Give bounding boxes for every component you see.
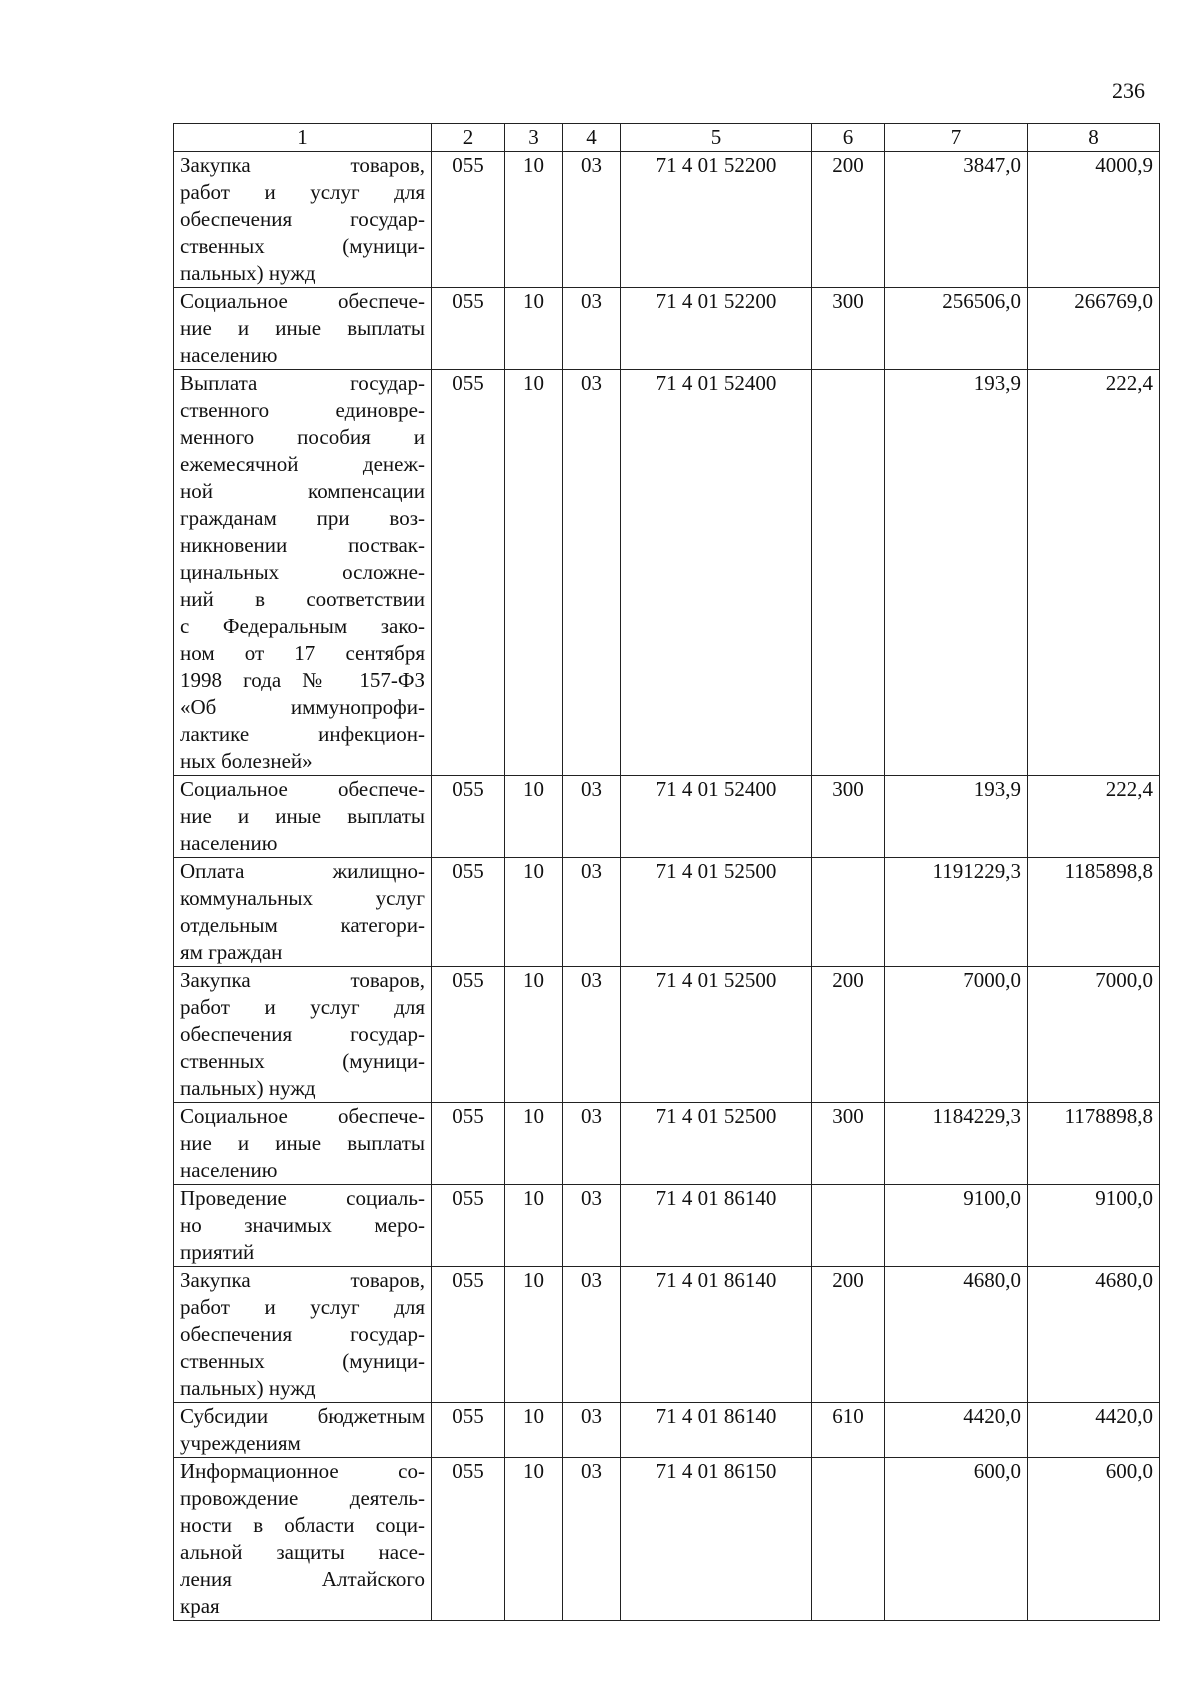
cell-c7: 256506,0 [885, 288, 1028, 370]
row-name-line: обеспечения государ- [180, 207, 425, 231]
row-name-line: учреждениям [180, 1431, 301, 1455]
page-number: 236 [1112, 78, 1145, 103]
cell-c5: 71 4 01 52500 [621, 1103, 812, 1185]
cell-c8: 222,4 [1028, 370, 1160, 776]
cell-c8: 222,4 [1028, 776, 1160, 858]
cell-c2: 055 [432, 370, 505, 776]
cell-c6 [812, 1185, 885, 1267]
cell-c4: 03 [563, 1267, 621, 1403]
cell-c8: 1178898,8 [1028, 1103, 1160, 1185]
header-row [174, 124, 1160, 152]
table-row [174, 370, 1160, 776]
cell-c8: 9100,0 [1028, 1185, 1160, 1267]
cell-c4: 03 [563, 152, 621, 288]
cell-c7: 193,9 [885, 370, 1028, 776]
cell-c3: 10 [505, 152, 563, 288]
cell-c6: 610 [812, 1403, 885, 1458]
column-header-1: 1 [174, 124, 432, 152]
cell-c2: 055 [432, 288, 505, 370]
row-name-line: Оплата жилищно- [180, 859, 425, 883]
cell-c2: 055 [432, 152, 505, 288]
row-name-line: обеспечения государ- [180, 1322, 425, 1346]
row-name-line: пальных) нужд [180, 1376, 316, 1400]
row-name-line: Проведение социаль- [180, 1186, 425, 1210]
row-name-cell [174, 776, 432, 858]
cell-c5: 71 4 01 86150 [621, 1458, 812, 1621]
table-row [174, 1267, 1160, 1403]
row-name-line: никновении поствак- [180, 533, 425, 557]
row-name-cell [174, 1103, 432, 1185]
cell-c3: 10 [505, 1185, 563, 1267]
cell-c4: 03 [563, 1185, 621, 1267]
cell-c6: 300 [812, 776, 885, 858]
row-name-line: Социальное обеспече- [180, 1104, 425, 1128]
row-name-line: Закупка товаров, [180, 153, 425, 177]
row-name-line: гражданам при воз- [180, 506, 425, 530]
row-name-line: альной защиты насе- [180, 1540, 425, 1564]
row-name-line: менного пособия и [180, 425, 425, 449]
row-name-line: ственных (муници- [180, 234, 425, 258]
row-name-line: населению [180, 343, 278, 367]
cell-c6 [812, 1458, 885, 1621]
column-header-4: 4 [563, 124, 621, 152]
column-header-7: 7 [885, 124, 1028, 152]
cell-c3: 10 [505, 858, 563, 967]
cell-c6 [812, 370, 885, 776]
cell-c8: 266769,0 [1028, 288, 1160, 370]
cell-c8: 7000,0 [1028, 967, 1160, 1103]
table-row [174, 776, 1160, 858]
row-name-line: лактике инфекцион- [180, 722, 425, 746]
row-name-cell [174, 1458, 432, 1621]
row-name-line: ной компенсации [180, 479, 425, 503]
row-name-line: с Федеральным зако- [180, 614, 425, 638]
cell-c6: 200 [812, 152, 885, 288]
cell-c2: 055 [432, 967, 505, 1103]
row-name-line: приятий [180, 1240, 255, 1264]
cell-c7: 600,0 [885, 1458, 1028, 1621]
cell-c5: 71 4 01 52400 [621, 776, 812, 858]
cell-c3: 10 [505, 370, 563, 776]
row-name-line: населению [180, 1158, 278, 1182]
cell-c2: 055 [432, 1185, 505, 1267]
table-row [174, 1403, 1160, 1458]
row-name-line: работ и услуг для [180, 1295, 425, 1319]
cell-c5: 71 4 01 86140 [621, 1185, 812, 1267]
cell-c6: 200 [812, 967, 885, 1103]
row-name-line: ственных (муници- [180, 1049, 425, 1073]
row-name-line: пальных) нужд [180, 1076, 316, 1100]
cell-c5: 71 4 01 86140 [621, 1267, 812, 1403]
cell-c4: 03 [563, 776, 621, 858]
row-name-cell [174, 1403, 432, 1458]
row-name-line: Социальное обеспече- [180, 289, 425, 313]
cell-c3: 10 [505, 288, 563, 370]
row-name-cell [174, 858, 432, 967]
row-name-line: ности в области соци- [180, 1513, 425, 1537]
row-name-line: Выплата государ- [180, 371, 425, 395]
cell-c4: 03 [563, 370, 621, 776]
row-name-line: но значимых меро- [180, 1213, 425, 1237]
row-name-line: ных болезней» [180, 749, 313, 773]
cell-c5: 71 4 01 52400 [621, 370, 812, 776]
cell-c6: 200 [812, 1267, 885, 1403]
cell-c2: 055 [432, 1103, 505, 1185]
cell-c4: 03 [563, 288, 621, 370]
row-name-cell [174, 288, 432, 370]
cell-c5: 71 4 01 86140 [621, 1403, 812, 1458]
column-header-8: 8 [1028, 124, 1160, 152]
cell-c5: 71 4 01 52200 [621, 288, 812, 370]
row-name-line: ние и иные выплаты [180, 1131, 425, 1155]
cell-c2: 055 [432, 1267, 505, 1403]
row-name-line: Социальное обеспече- [180, 777, 425, 801]
cell-c2: 055 [432, 776, 505, 858]
table-row [174, 1185, 1160, 1267]
row-name-line: Информационное со- [180, 1459, 425, 1483]
cell-c7: 4680,0 [885, 1267, 1028, 1403]
row-name-line: отдельным категори- [180, 913, 425, 937]
cell-c3: 10 [505, 776, 563, 858]
row-name-line: ственных (муници- [180, 1349, 425, 1373]
row-name-line: цинальных осложне- [180, 560, 425, 584]
row-name-line: работ и услуг для [180, 180, 425, 204]
column-header-6: 6 [812, 124, 885, 152]
table-row [174, 288, 1160, 370]
cell-c3: 10 [505, 1403, 563, 1458]
cell-c7: 3847,0 [885, 152, 1028, 288]
row-name-line: 1998 года № 157-ФЗ [180, 668, 425, 692]
row-name-line: Закупка товаров, [180, 968, 425, 992]
budget-table [173, 123, 1160, 1621]
cell-c6 [812, 858, 885, 967]
row-name-line: пальных) нужд [180, 261, 316, 285]
column-header-2: 2 [432, 124, 505, 152]
cell-c2: 055 [432, 858, 505, 967]
row-name-line: Закупка товаров, [180, 1268, 425, 1292]
cell-c4: 03 [563, 1403, 621, 1458]
row-name-line: ственного единовре- [180, 398, 425, 422]
cell-c7: 4420,0 [885, 1403, 1028, 1458]
cell-c8: 600,0 [1028, 1458, 1160, 1621]
cell-c4: 03 [563, 1103, 621, 1185]
table-body [174, 152, 1160, 1621]
cell-c3: 10 [505, 1458, 563, 1621]
cell-c4: 03 [563, 967, 621, 1103]
cell-c3: 10 [505, 967, 563, 1103]
cell-c7: 9100,0 [885, 1185, 1028, 1267]
row-name-line: коммунальных услуг [180, 886, 425, 910]
row-name-line: населению [180, 831, 278, 855]
cell-c8: 1185898,8 [1028, 858, 1160, 967]
cell-c8: 4420,0 [1028, 1403, 1160, 1458]
cell-c7: 7000,0 [885, 967, 1028, 1103]
cell-c8: 4680,0 [1028, 1267, 1160, 1403]
row-name-line: края [180, 1594, 220, 1618]
cell-c3: 10 [505, 1267, 563, 1403]
cell-c5: 71 4 01 52200 [621, 152, 812, 288]
cell-c4: 03 [563, 1458, 621, 1621]
row-name-line: провождение деятель- [180, 1486, 425, 1510]
cell-c6: 300 [812, 1103, 885, 1185]
cell-c2: 055 [432, 1458, 505, 1621]
row-name-cell [174, 370, 432, 776]
row-name-line: ние и иные выплаты [180, 804, 425, 828]
row-name-line: ний в соответствии [180, 587, 425, 611]
cell-c7: 1191229,3 [885, 858, 1028, 967]
table-row [174, 1103, 1160, 1185]
cell-c7: 193,9 [885, 776, 1028, 858]
row-name-cell [174, 967, 432, 1103]
cell-c2: 055 [432, 1403, 505, 1458]
row-name-line: Субсидии бюджетным [180, 1404, 425, 1428]
row-name-line: «Об иммунопрофи- [180, 695, 425, 719]
column-header-5: 5 [621, 124, 812, 152]
row-name-line: ления Алтайского [180, 1567, 425, 1591]
row-name-cell [174, 152, 432, 288]
row-name-cell [174, 1185, 432, 1267]
table-row [174, 152, 1160, 288]
row-name-line: работ и услуг для [180, 995, 425, 1019]
cell-c8: 4000,9 [1028, 152, 1160, 288]
table-row [174, 858, 1160, 967]
table-row [174, 1458, 1160, 1621]
row-name-line: ние и иные выплаты [180, 316, 425, 340]
row-name-line: ном от 17 сентября [180, 641, 425, 665]
cell-c3: 10 [505, 1103, 563, 1185]
row-name-cell [174, 1267, 432, 1403]
row-name-line: ежемесячной денеж- [180, 452, 425, 476]
cell-c4: 03 [563, 858, 621, 967]
column-header-3: 3 [505, 124, 563, 152]
cell-c7: 1184229,3 [885, 1103, 1028, 1185]
row-name-line: ям граждан [180, 940, 283, 964]
row-name-line: обеспечения государ- [180, 1022, 425, 1046]
cell-c5: 71 4 01 52500 [621, 967, 812, 1103]
table-row [174, 967, 1160, 1103]
cell-c6: 300 [812, 288, 885, 370]
cell-c5: 71 4 01 52500 [621, 858, 812, 967]
